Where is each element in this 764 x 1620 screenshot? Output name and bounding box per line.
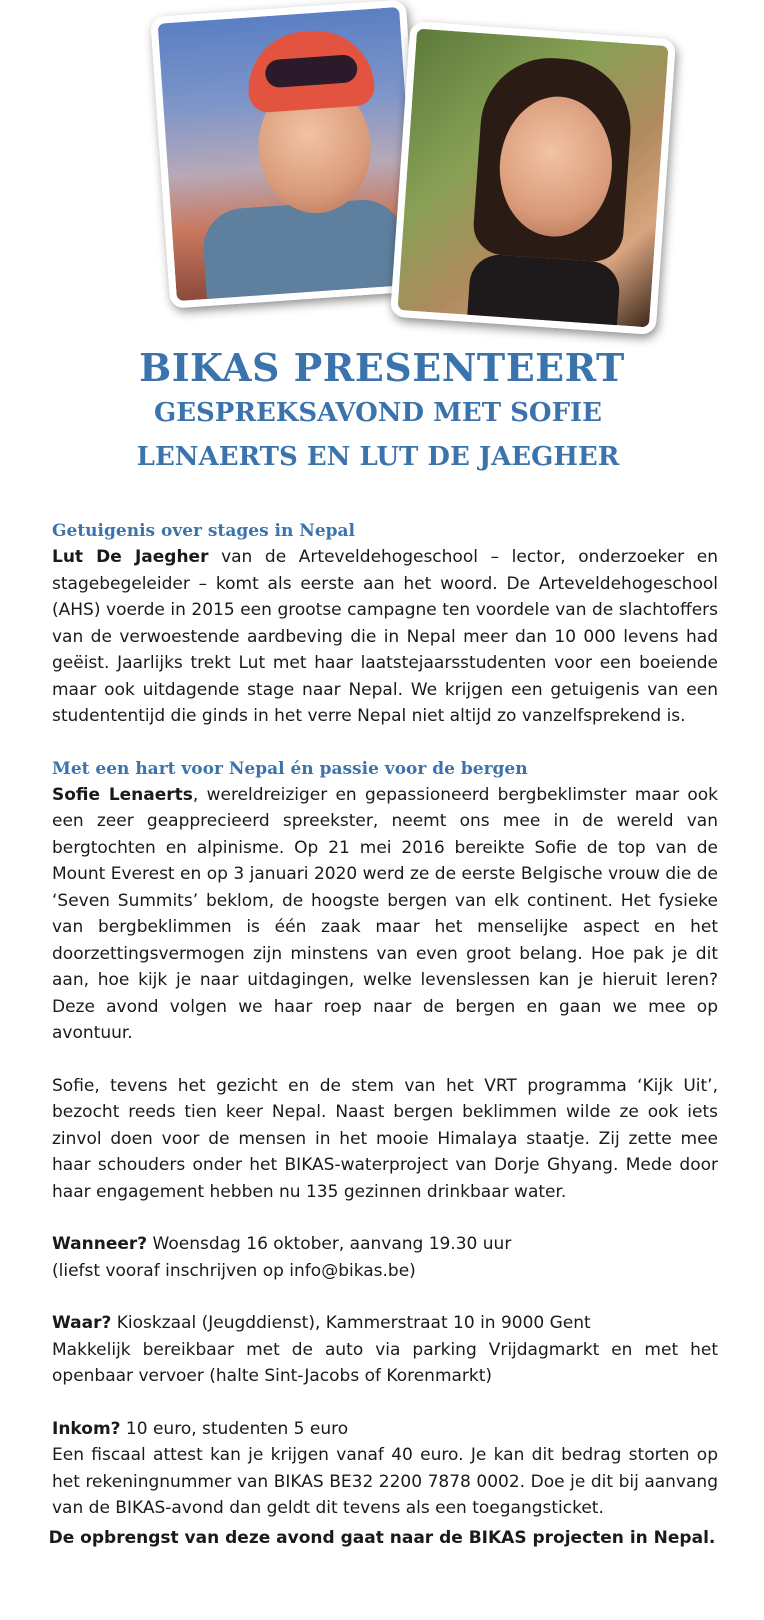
- event-when-note: (liefst vooraf inschrijven op info@bikas.be): [52, 1260, 416, 1281]
- section-text-sofie-2: Sofie, tevens het gezicht en de stem van het VRT programma ‘Kijk Uit’, bezocht reeds tien keer Nepal. Naast bergen beklimmen wilde ze ook iets zinvol doen voor de mensen in het mooie Himalaya staatje. Zij zette mee haar schouders onder het BIKAS-waterproject van Dorje Ghyang. Mede door haar engagement hebben nu 135 gezinnen drinkbaar water.: [52, 1075, 718, 1202]
- headline-title: BIKAS PRESENTEERT: [139, 345, 625, 390]
- event-entry-note: Een fiscaal attest kan je krijgen vanaf 40 euro. Je kan dit bedrag storten op het rekeningnummer van BIKAS BE32 2200 7878 0002. Doe je dit bij aanvang van de BIKAS-avond dan geldt dit tevens als een toegangsticket.: [52, 1445, 718, 1518]
- event-where: Waar? Kioskzaal (Jeugddienst), Kammerstraat 10 in 9000 Gent: [52, 1313, 591, 1333]
- photo-lut-de-jaegher: [390, 21, 676, 335]
- headline-subtitle-line1: GESPREKSAVOND MET SOFIE: [153, 398, 603, 428]
- photo-sofie-lenaerts: [150, 0, 426, 309]
- photo-collage: [0, 0, 764, 340]
- event-when: Wanneer? Woensdag 16 oktober, aanvang 19.30 uur: [52, 1234, 512, 1254]
- event-entry: Inkom? 10 euro, studenten 5 euro: [52, 1418, 349, 1439]
- section-text-sofie: Sofie Lenaerts, wereldreiziger en gepassioneerd bergbeklimster maar ook een zeer geapprecieerd spreekster, neemt ons mee in de wereld van bergtochten en alpinisme. Op 21 mei 2016 bereikte Sofie de top van de Mount Everest en op 3 januari 2020 werd ze de eerste Belgische vrouw die de ‘Seven Summits’ beklom, de hoogste bergen van elk continent. Het fysieke van bergbeklimmen is één zaak maar het menselijke aspect en het doorzettingsvermogen zijn minstens van even groot belang. Hoe pak je dit aan, hoe kijk je naar uitdagingen, welke levenslessen kan je hieruit leren? Deze avond volgen we haar roep naar de bergen en gaan we mee op avontuur.: [52, 784, 718, 1043]
- when-label: Wanneer?: [52, 1234, 148, 1254]
- article-body: [52, 518, 718, 1522]
- closing-statement: De opbrengst van deze avond gaat naar de BIKAS projecten in Nepal.: [48, 1528, 716, 1548]
- section-text-lut: Lut De Jaegher van de Arteveldehogeschool – lector, onderzoeker en stagebegeleider – komt als eerste aan het woord. De Arteveldehogeschool (AHS) voerde in 2015 een grootse campagne ten voordele van de slachtoffers van de verwoestende aardbeving die in Nepal meer dan 10 000 levens had geëist. Jaarlijks trekt Lut met haar laatstejaarsstudenten voor een boeiende maar ook uitdagende stage naar Nepal. We krijgen een getuigenis van een studententijd die ginds in het verre Nepal niet altijd zo vanzelfsprekend is.: [52, 547, 718, 726]
- speaker-name-sofie: Sofie Lenaerts: [52, 784, 193, 805]
- headline-subtitle-line2: LENAERTS EN LUT DE JAEGHER: [136, 442, 620, 472]
- entry-label: Inkom?: [52, 1418, 121, 1439]
- section-title-testimony: Getuigenis over stages in Nepal: [52, 521, 356, 541]
- event-where-note: Makkelijk bereikbaar met de auto via parking Vrijdagmarkt en met het openbaar vervoer (halte Sint-Jacobs of Korenmarkt): [52, 1339, 718, 1386]
- where-label: Waar?: [52, 1313, 112, 1333]
- section-title-passion: Met een hart voor Nepal én passie voor de bergen: [52, 758, 528, 779]
- speaker-name-lut: Lut De Jaegher: [52, 547, 209, 567]
